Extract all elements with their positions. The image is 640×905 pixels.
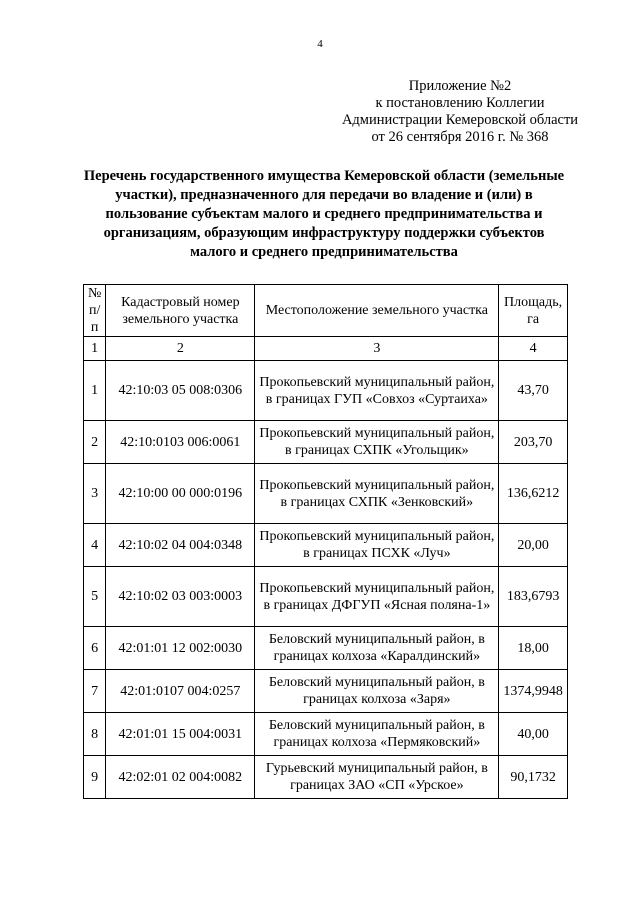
column-numbers-row (84, 337, 568, 361)
column-number: 4 (499, 337, 568, 361)
title-line: организациям, образующим инфраструктуру поддержки субъектов (103, 225, 545, 241)
appendix-line: Приложение №2 (408, 78, 512, 94)
title-line: пользование субъектам малого и среднего предпринимательства и (105, 206, 543, 222)
cadastral-number: 42:10:03 05 008:0306 (106, 361, 255, 421)
table-row (84, 567, 568, 627)
appendix-block (330, 78, 590, 146)
cadastral-number: 42:01:01 12 002:0030 (106, 627, 255, 670)
plot-area: 90,1732 (499, 756, 568, 799)
cadastral-number: 42:01:01 15 004:0031 (106, 713, 255, 756)
row-number: 8 (84, 713, 106, 756)
land-plots-table (83, 284, 568, 799)
column-number: 2 (106, 337, 255, 361)
table-row (84, 627, 568, 670)
title-line: участки), предназначенного для передачи во владение и (или) в (115, 187, 533, 203)
row-number: 9 (84, 756, 106, 799)
plot-location: Прокопьевский муниципальный район, в границах ДФГУП «Ясная поляна-1» (255, 567, 499, 627)
table-header-row (84, 285, 568, 337)
plot-location: Прокопьевский муниципальный район, в границах СХПК «Угольщик» (255, 421, 499, 464)
row-number: 5 (84, 567, 106, 627)
table-row (84, 421, 568, 464)
cadastral-number: 42:02:01 02 004:0082 (106, 756, 255, 799)
title-line: малого и среднего предпринимательства (190, 244, 458, 260)
plot-location: Прокопьевский муниципальный район, в границах ГУП «Совхоз «Суртаиха» (255, 361, 499, 421)
plot-area: 203,70 (499, 421, 568, 464)
cadastral-number: 42:10:00 00 000:0196 (106, 464, 255, 524)
table-row (84, 361, 568, 421)
plot-area: 183,6793 (499, 567, 568, 627)
row-number: 7 (84, 670, 106, 713)
table-row (84, 524, 568, 567)
plot-area: 18,00 (499, 627, 568, 670)
table-row (84, 713, 568, 756)
header-area: Площадь, га (499, 285, 568, 337)
cadastral-number: 42:10:0103 006:0061 (106, 421, 255, 464)
plot-location: Гурьевский муниципальный район, в границах ЗАО «СП «Урское» (255, 756, 499, 799)
table-row (84, 756, 568, 799)
cadastral-number: 42:10:02 03 003:0003 (106, 567, 255, 627)
row-number: 1 (84, 361, 106, 421)
plot-location: Прокопьевский муниципальный район, в границах СХПК «Зенковский» (255, 464, 499, 524)
plot-area: 43,70 (499, 361, 568, 421)
header-location: Местоположение земельного участка (255, 285, 499, 337)
row-number: 2 (84, 421, 106, 464)
plot-area: 136,6212 (499, 464, 568, 524)
appendix-line: от 26 сентября 2016 г. № 368 (371, 129, 549, 145)
row-number: 6 (84, 627, 106, 670)
document-title (80, 167, 568, 262)
plot-location: Прокопьевский муниципальный район, в границах ПСХК «Луч» (255, 524, 499, 567)
page-number: 4 (317, 38, 323, 50)
column-number: 3 (255, 337, 499, 361)
plot-area: 40,00 (499, 713, 568, 756)
table-row (84, 670, 568, 713)
header-number: № п/п (84, 285, 106, 337)
table-row (84, 464, 568, 524)
cadastral-number: 42:10:02 04 004:0348 (106, 524, 255, 567)
plot-location: Беловский муниципальный район, в границах колхоза «Каралдинский» (255, 627, 499, 670)
title-line: Перечень государственного имущества Кемеровской области (земельные (83, 168, 565, 184)
appendix-line: Администрации Кемеровской области (341, 112, 579, 128)
plot-location: Беловский муниципальный район, в границах колхоза «Заря» (255, 670, 499, 713)
plot-area: 1374,9948 (499, 670, 568, 713)
header-cadastral: Кадастровый номер земельного участка (106, 285, 255, 337)
plot-area: 20,00 (499, 524, 568, 567)
cadastral-number: 42:01:0107 004:0257 (106, 670, 255, 713)
row-number: 4 (84, 524, 106, 567)
row-number: 3 (84, 464, 106, 524)
column-number: 1 (84, 337, 106, 361)
appendix-line: к постановлению Коллегии (375, 95, 545, 111)
plot-location: Беловский муниципальный район, в границах колхоза «Пермяковский» (255, 713, 499, 756)
